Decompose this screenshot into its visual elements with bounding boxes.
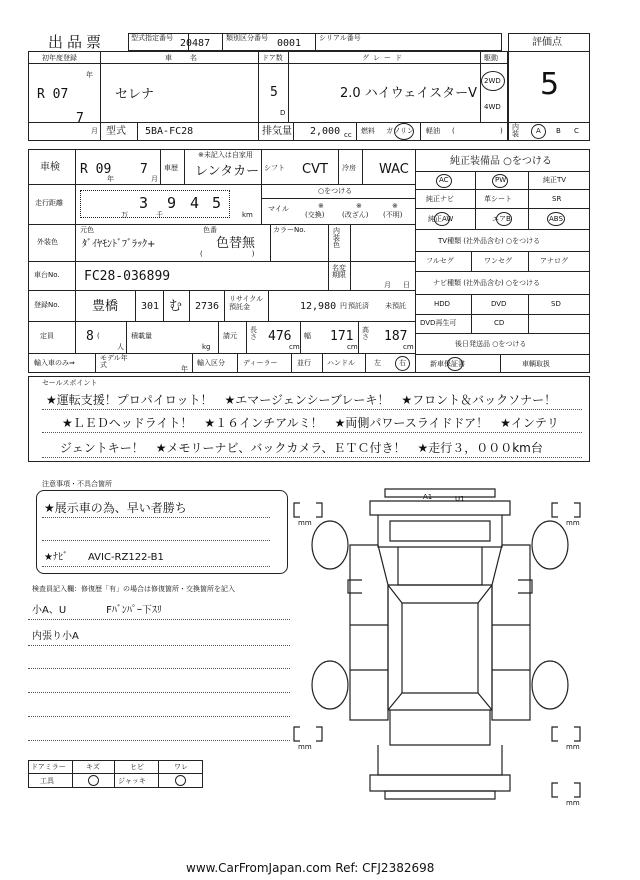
handle-left: 左 xyxy=(374,359,381,367)
import-dealer: ディーラー xyxy=(243,359,278,367)
capacity-value: 8 xyxy=(86,329,94,344)
width-unit: cm xyxy=(347,343,358,351)
displacement-label: 排気量 xyxy=(262,126,292,137)
first-reg-label: 初年度登録 xyxy=(42,54,77,62)
mileage-digit: 4 xyxy=(190,194,200,212)
interior-label: 内装 xyxy=(512,123,519,138)
mileage-sen-unit: 千 xyxy=(156,211,163,219)
height-unit: cm xyxy=(403,343,414,351)
mileage-digit: 3 xyxy=(139,194,149,212)
damage-mark-u1: U1 xyxy=(455,495,465,503)
first-reg-year-unit: 年 xyxy=(86,71,93,79)
later-label: 後日発送品 ○をつける xyxy=(455,340,527,348)
capacity-unit: 人 xyxy=(117,343,124,351)
recycle-label: リサイクル預託金 xyxy=(229,295,264,312)
length-label: 長さ xyxy=(250,326,257,341)
equip-pw-circle xyxy=(492,174,508,188)
sales-line: ★運転支援！プロパイロット！ ★エマージェンシーブレーキ！ ★フロント＆バックソナー！ xyxy=(46,393,557,407)
later-manual: 車輌取扱 xyxy=(522,360,550,368)
tv-fullseg: フルセグ xyxy=(426,257,454,265)
history-value: レンタカー xyxy=(195,164,260,179)
fuel-label: 燃料 xyxy=(361,127,375,135)
load-label: 積載量 xyxy=(131,332,152,340)
jack-present-circle xyxy=(175,775,186,786)
mileage-digit: 5 xyxy=(212,194,222,212)
notes-line: ★展示車の為、早い者勝ち xyxy=(44,501,187,515)
mileage-digits xyxy=(80,190,230,218)
mileage-label: 走行距離 xyxy=(35,199,63,207)
equip-sr: SR xyxy=(552,195,562,203)
equipment-label: 純正装備品 ○をつける xyxy=(450,156,552,167)
mileage-circle-note: ○をつける xyxy=(318,187,353,195)
serial-label: シリアル番号 xyxy=(319,34,361,42)
later-warranty: 新車保証書 xyxy=(430,360,465,368)
grade-value: 2.0 ハイウェイスターV xyxy=(340,86,478,101)
drive-2wd-circle xyxy=(481,71,505,91)
tire-mm-spare: mm xyxy=(566,799,580,807)
car-name-label: 車名 xyxy=(165,54,215,62)
height-value: 187 xyxy=(384,329,408,344)
displacement-value: 2,000 xyxy=(310,126,341,137)
first-reg-month: 7 xyxy=(76,111,84,126)
inspector-line: 内張り小A xyxy=(32,631,79,642)
meter-opt-exchange: (交換) xyxy=(305,211,325,219)
repaint-value: 色替無 xyxy=(216,236,256,251)
doors-label: ドア数 xyxy=(262,54,283,62)
footer-ref: www.CarFromJapan.com Ref: CFJ2382698 xyxy=(186,861,435,875)
color-label: 外装色 xyxy=(37,238,58,246)
equip-tv: 純正TV xyxy=(543,176,567,184)
equip-leather: 革シート xyxy=(484,195,512,203)
tire-mm-rl: mm xyxy=(298,743,312,751)
drive-2wd: 2WD xyxy=(484,77,501,85)
original-color-value: ﾀﾞｲﾔﾓﾝﾄﾞﾌﾞﾗｯｸ+ xyxy=(82,239,156,250)
shift-label: シフト xyxy=(264,164,285,172)
registration-class: 301 xyxy=(141,301,160,312)
name-change-day-unit: 日 xyxy=(403,281,410,289)
equip-aw: 純正AW xyxy=(428,215,454,223)
table-cell-jack: ジャッキ xyxy=(118,777,146,785)
interior-c: C xyxy=(574,127,579,135)
length-unit: cm xyxy=(289,343,300,351)
navi-dvd-play: DVD再生可 xyxy=(420,319,457,327)
model-label: 型式 xyxy=(106,126,126,137)
grade-label: グレード xyxy=(362,54,406,62)
navi-sd: SD xyxy=(551,300,561,308)
inspection-label: 車検 xyxy=(40,162,60,173)
table-header: ドアミラー xyxy=(31,763,66,771)
tv-oneseg: ワンセグ xyxy=(484,257,512,265)
mileage-km-unit: km xyxy=(242,211,253,219)
history-note: ※未記入は自家用 xyxy=(198,151,253,159)
equip-airbag: エアB xyxy=(492,215,511,223)
import-label: 輸入車のみ⇒ xyxy=(34,359,75,367)
doors-value: 5 xyxy=(270,85,278,100)
drive-label: 駆動 xyxy=(484,54,498,62)
equip-airbag-circle xyxy=(496,212,512,226)
width-label: 幅 xyxy=(304,332,311,340)
inspector-line: 小A、U Fﾊﾞﾝﾊﾟｰ下ｽﾘ xyxy=(32,605,162,616)
score-label: 評価点 xyxy=(532,37,562,48)
table-header: ヒビ xyxy=(130,763,144,771)
history-label: 車歴 xyxy=(164,164,178,172)
tire-mm-fr: mm xyxy=(566,519,580,527)
meter-mile-label: マイル xyxy=(268,205,289,213)
shift-value: CVT xyxy=(302,162,328,177)
damage-mark-a1: A1 xyxy=(423,493,433,501)
interior-a-circle xyxy=(531,124,546,139)
car-name: セレナ xyxy=(115,87,155,102)
table-cell-tools: 工具 xyxy=(40,777,54,785)
equip-ac: AC xyxy=(439,176,449,184)
load-unit: kg xyxy=(202,343,211,351)
navi-label: ナビ種類 (社外品含む) ○をつける xyxy=(433,279,541,287)
length-value: 476 xyxy=(268,329,292,344)
tv-label: TV種類 (社外品含む) ○をつける xyxy=(438,237,541,245)
model-designation: 20487 xyxy=(180,38,211,49)
recycle-paid: 預託済 xyxy=(348,302,369,310)
meter-opt-tampered: (改ざん) xyxy=(342,211,369,219)
interior-b: B xyxy=(556,127,561,135)
first-reg-month-unit: 月 xyxy=(91,127,98,135)
import-parallel: 並行 xyxy=(297,359,311,367)
notes-label: 注意事項・不具合箇所 xyxy=(42,480,112,488)
score-value: 5 xyxy=(540,67,560,102)
ac-label: 冷房 xyxy=(342,164,356,172)
equip-navi: 純正ナビ xyxy=(426,195,454,203)
registration-area: 豊橋 xyxy=(92,299,119,314)
equip-ac-circle xyxy=(436,174,452,188)
later-warranty-circle xyxy=(447,357,463,371)
inspector-label: 検査員記入欄：修復歴「有」の場合は修復箇所・交換箇所を記入 xyxy=(32,585,235,593)
import-class-label: 輸入区分 xyxy=(197,359,225,367)
tire-mm-fl: mm xyxy=(298,519,312,527)
first-reg-era: R 07 xyxy=(37,87,69,102)
interior-a: A xyxy=(536,127,541,135)
sales-line: ジェントキー！ ★メモリーナビ、バックカメラ、ＥＴＣ付き！ ★走行３，０００km台 xyxy=(60,441,543,455)
equip-aw-circle xyxy=(434,212,450,226)
fuel-gasoline: ガソリン xyxy=(386,127,414,135)
width-value: 171 xyxy=(330,329,354,344)
inspection-year-unit: 年 xyxy=(107,175,114,183)
color-no-label: カラーNo. xyxy=(273,226,306,234)
tools-present-circle xyxy=(88,775,99,786)
navi-cd: CD xyxy=(494,319,505,327)
original-color-label: 元色 xyxy=(80,226,94,234)
fuel-gasoline-circle xyxy=(394,123,414,140)
name-change-label: 名変期限 xyxy=(332,264,346,279)
recycle-unit: 円 xyxy=(340,302,347,310)
interior-color-label: 内装色 xyxy=(333,227,340,249)
registration-kana: む xyxy=(169,299,183,314)
color-number-label: 色番 xyxy=(203,226,217,234)
car-damage-diagram xyxy=(290,475,590,815)
equip-pw: PW xyxy=(495,176,507,184)
handle-label: ハンドル xyxy=(327,359,355,367)
displacement-unit: cc xyxy=(344,131,352,139)
sheet-title: 出品票 xyxy=(48,33,106,51)
registration-number: 2736 xyxy=(195,301,220,312)
height-label: 高さ xyxy=(362,326,369,341)
chassis-label: 車台No. xyxy=(34,271,60,279)
table-header: ワレ xyxy=(174,763,188,771)
category-number: 0001 xyxy=(277,38,302,49)
category-label: 類別区分番号 xyxy=(226,34,268,42)
fuel-diesel: 軽油 xyxy=(426,127,440,135)
inspection-month-unit: 月 xyxy=(151,175,158,183)
equip-abs: ABS xyxy=(549,215,563,223)
navi-hdd: HDD xyxy=(434,300,451,308)
sales-label: セールスポイント xyxy=(42,379,98,387)
notes-line: ★ﾅﾋﾞ AVIC-RZ122-B1 xyxy=(44,552,164,563)
equip-abs-circle xyxy=(547,212,565,226)
table-header: キズ xyxy=(86,763,100,771)
bill-label: 請元 xyxy=(223,332,237,340)
ac-value: WAC xyxy=(379,162,409,177)
navi-dvd: DVD xyxy=(491,300,507,308)
door-type: D xyxy=(280,109,286,117)
registration-label: 登録No. xyxy=(34,301,60,309)
tv-analog: アナログ xyxy=(540,257,568,265)
model-year-label: モデル年式 xyxy=(100,354,128,369)
chassis-value: FC28-036899 xyxy=(84,269,171,284)
mileage-digit: 9 xyxy=(167,194,177,212)
model-year-unit: 年 xyxy=(181,365,188,373)
recycle-unpaid: 未預託 xyxy=(385,302,406,310)
model-designation-label: 型式指定番号 xyxy=(131,34,173,42)
drive-4wd: 4WD xyxy=(484,103,501,111)
name-change-month-unit: 月 xyxy=(384,281,391,289)
sales-line: ★ＬＥＤヘッドライト！ ★１６インチアルミ！ ★両側パワースライドドア！ ★インテリ xyxy=(62,416,559,430)
inspection-era: R 09 xyxy=(80,162,112,177)
handle-right-circle xyxy=(395,356,410,371)
mileage-man-unit: 万 xyxy=(121,211,128,219)
recycle-amount: 12,980 xyxy=(300,301,337,312)
inspection-month: 7 xyxy=(140,162,148,177)
handle-right: 右 xyxy=(399,359,406,367)
capacity-label: 定員 xyxy=(40,332,54,340)
model-value: 5BA-FC28 xyxy=(145,126,194,137)
meter-opt-unknown: (不明) xyxy=(383,211,403,219)
tire-mm-rr: mm xyxy=(566,743,580,751)
